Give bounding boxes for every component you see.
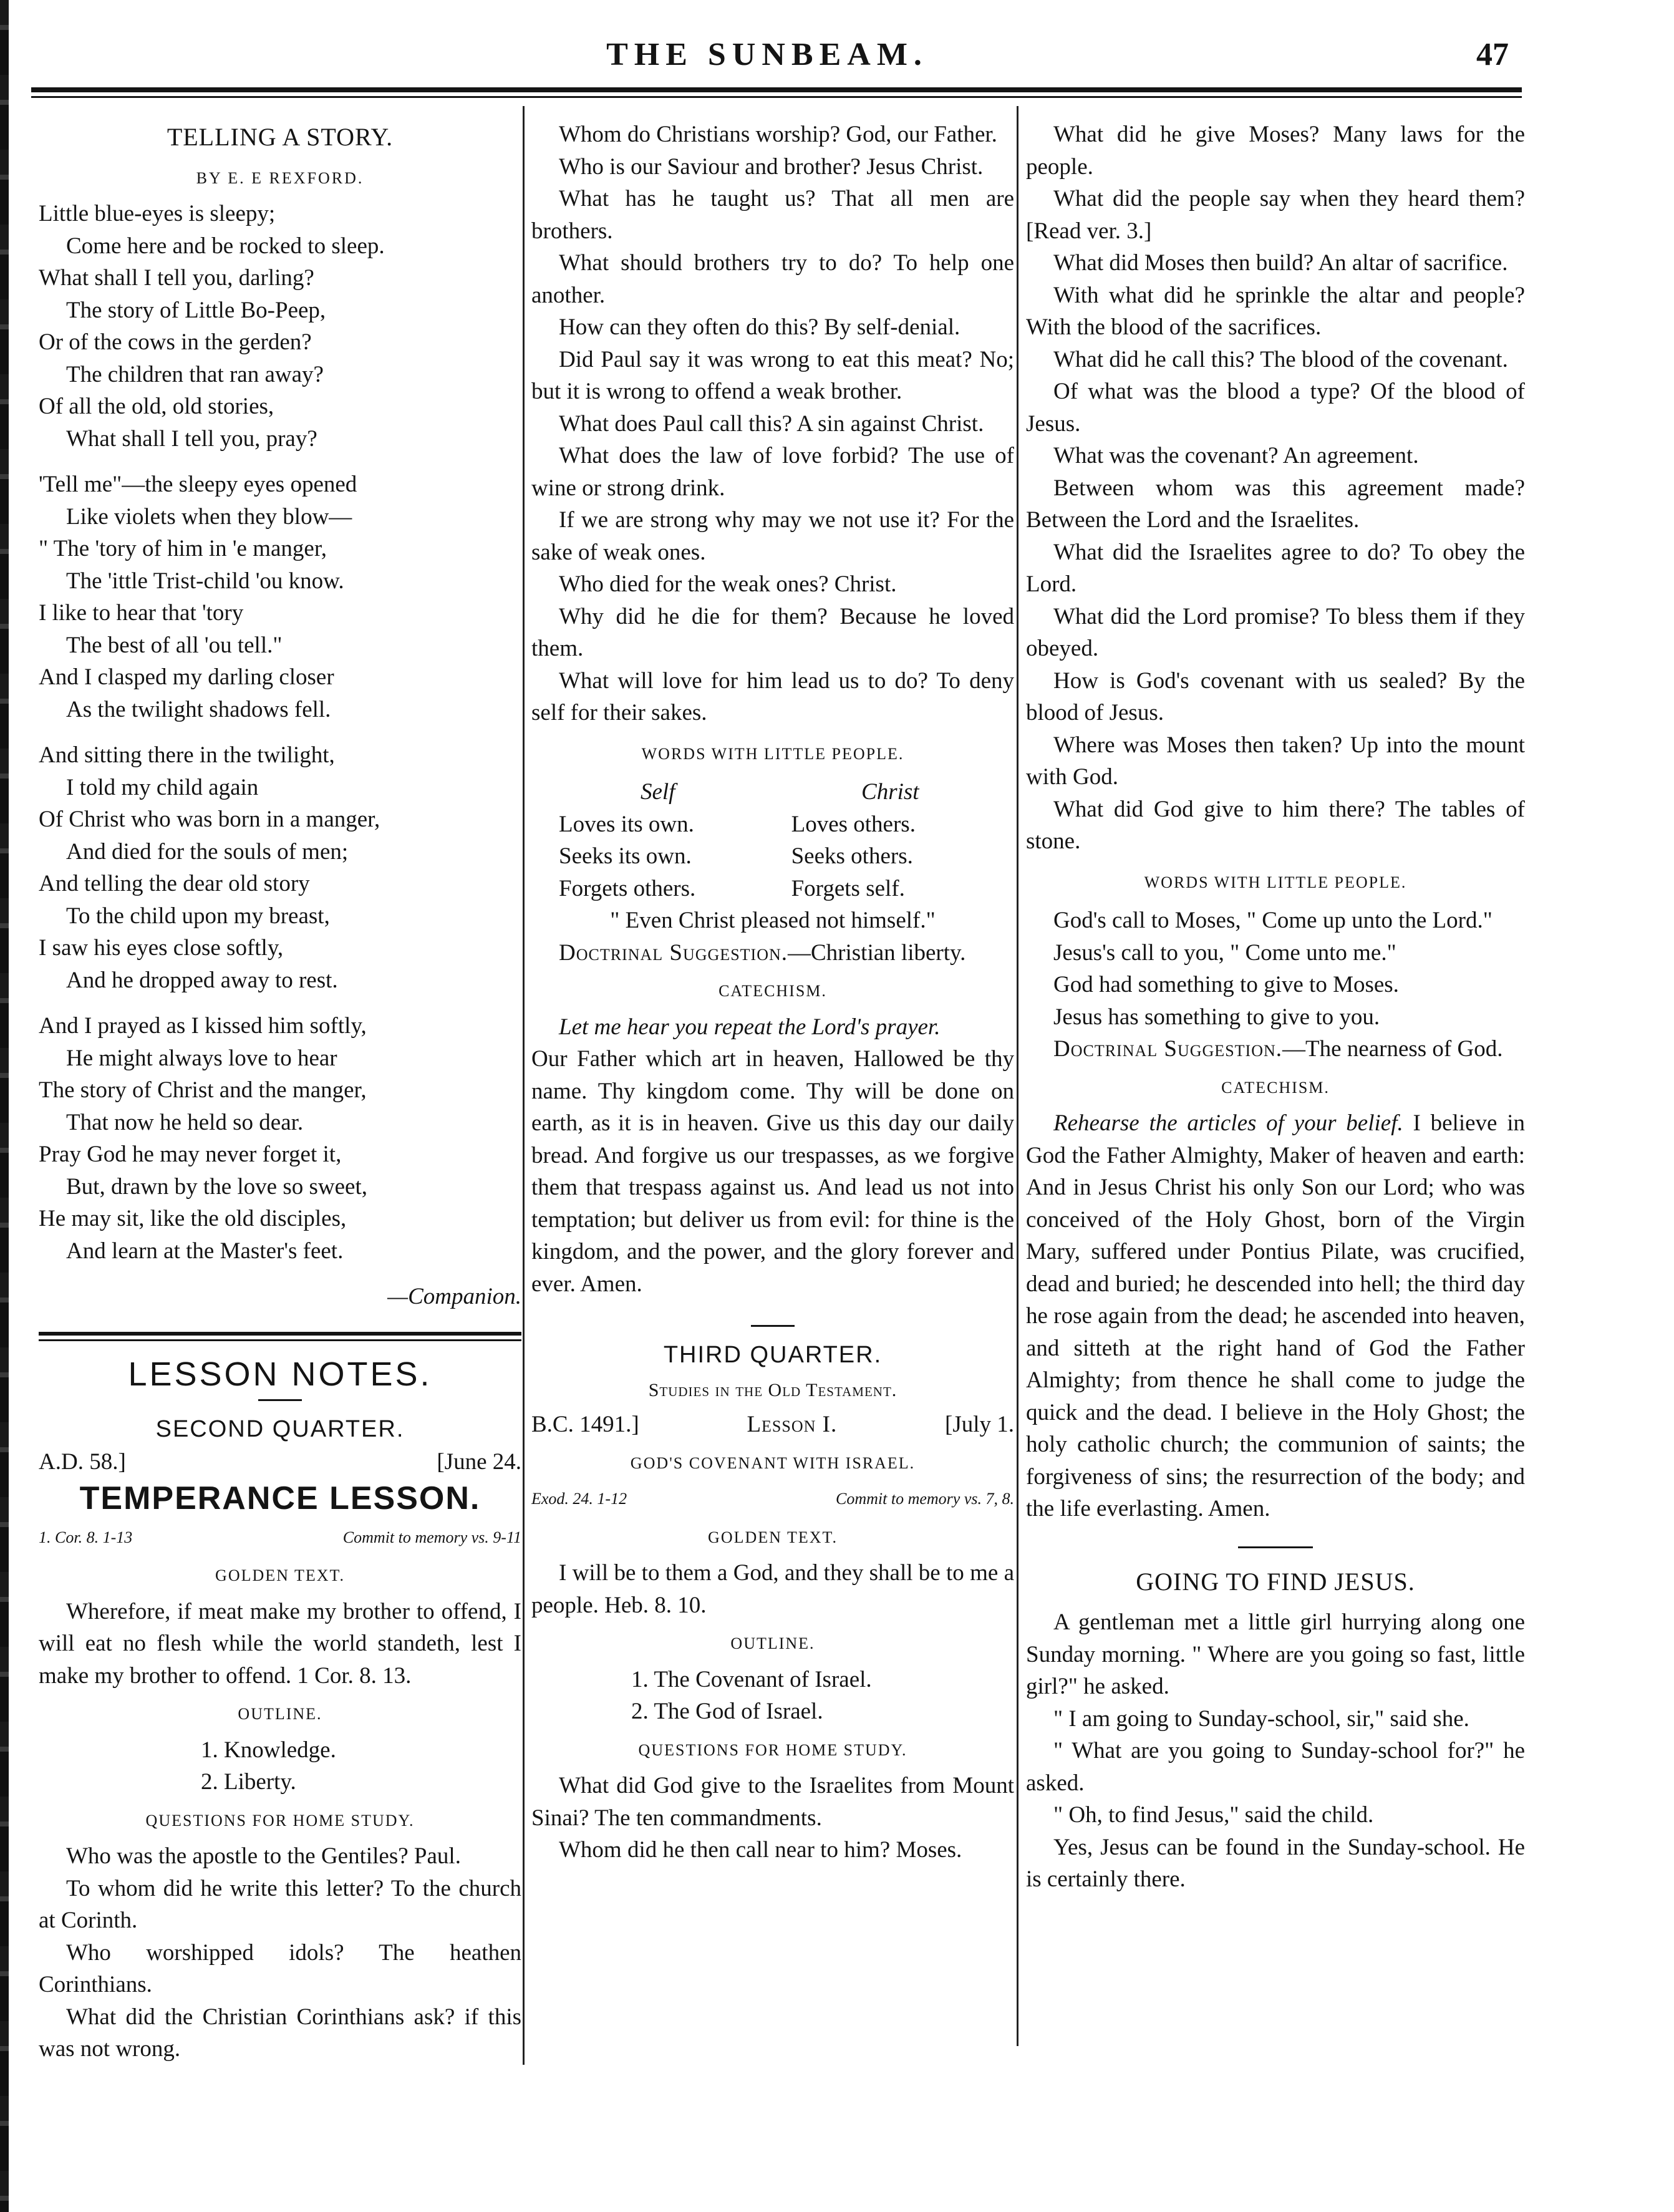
poem-line: I saw his eyes close softly, [39,935,284,961]
question-answer: Who was the apostle to the Gentiles? Paul. [66,1843,461,1869]
question-answer: Of what was the blood a type? Of the blood of Jesus. [1026,379,1525,437]
words-label: WORDS WITH LITTLE PEOPLE. [641,744,904,763]
poem-line: What shall I tell you, darling? [39,265,314,291]
poem-line: 'Tell me"—the sleepy eyes opened [39,472,357,497]
third-quarter-heading: THIRD QUARTER. [663,1342,883,1368]
self-christ-table [531,776,1014,905]
column-divider-1 [523,106,525,2065]
poem-line: He may sit, like the old disciples, [39,1206,347,1231]
catechism-label: CATECHISM. [718,982,827,1000]
poem-line: Like violets when they blow— [66,503,352,530]
doctrinal-label: Doctrinal Suggestion. [1053,1036,1282,1062]
christ-item: Forgets self. [791,875,905,901]
catechism-answer: I believe in God the Father Almighty, Maker of heaven and earth: And in Jesus Christ his only Son our Lord; who was conceived of the Holy Ghost, born of the Virgin Mary, suffered under Pontius Pilate, was crucified, dead and buried; he descended into hell; the third day he rose again from the dead; he ascended into heaven, and sitteth at the right hand of God the Father Almighty; from thence he shall come to judge the quick and the dead. I believe in the Holy Ghost; the holy catholic church; the communion of saints; the forgiveness of sins; the resurrection of the body; and the life everlasting. Amen. [1026,1110,1526,1521]
lesson-reference-row [531,1483,1014,1515]
christ-item: Seeks others. [791,843,913,869]
lesson-date-right: [July 1. [945,1412,1014,1437]
outline-item: 2. Liberty. [201,1769,296,1795]
question-answer: Did Paul say it was wrong to eat this meat? No; but it is wrong to offend a weak brother. [531,346,1014,404]
golden-text-label: GOLDEN TEXT. [215,1566,345,1584]
story-paragraph: Yes, Jesus can be found in the Sunday-school. He is certainly there. [1026,1834,1525,1892]
question-answer: What does the law of love forbid? The use of wine or strong drink. [531,443,1014,501]
question-answer: What did the Israelites agree to do? To obey the Lord. [1026,539,1525,597]
words-item: Jesus's call to you, " Come unto me." [1053,939,1396,966]
question-answer: Who is our Saviour and brother? Jesus Christ. [559,153,984,180]
question-answer: What will love for him lead us to do? To deny self for their sakes. [531,667,1014,725]
column-1 [39,119,521,2065]
poem-line: The children that ran away? [66,361,324,387]
poem-credit: —Companion. [387,1284,521,1309]
section-separator [39,1332,521,1336]
words-item: Jesus has something to give to you. [1053,1004,1380,1030]
lesson-reference-row [39,1521,521,1554]
poem-line: And learn at the Master's feet. [66,1238,344,1264]
scripture-reference: Exod. 24. 1-12 [531,1490,627,1508]
outline-label: OUTLINE. [238,1705,322,1723]
quarter-heading: SECOND QUARTER. [155,1416,405,1442]
story-title: GOING TO FIND JESUS. [1136,1567,1415,1596]
running-header [0,36,1674,80]
question-answer: Who died for the weak ones? Christ. [559,571,897,597]
question-answer: To whom did he write this letter? To the church at Corinth. [39,1875,521,1933]
question-answer: Who worshipped idols? The heathen Corinthians. [39,1939,521,1997]
poem-line: The best of all 'ou tell." [66,632,283,658]
lesson-date-left: B.C. 1491.] [531,1412,639,1437]
question-answer: What did Moses then build? An altar of sacrifice. [1053,250,1508,276]
question-answer: Where was Moses then taken? Up into the mount with God. [1026,732,1525,790]
poem-line: And telling the dear old story [39,871,310,896]
poem-line: Little blue-eyes is sleepy; [39,201,276,226]
question-answer: What was the covenant? An agreement. [1053,443,1419,468]
poem-line: Or of the cows in the gerden? [39,329,312,355]
short-rule [1238,1546,1313,1548]
lesson-date-right: [June 24. [437,1448,521,1475]
poem-line: He might always love to hear [66,1045,337,1071]
catechism-question: Rehearse the articles of your belief. [1053,1110,1403,1136]
doctrinal-suggestion [1026,1033,1525,1065]
golden-text: Wherefore, if meat make my brother to offend, I will eat no flesh while the world standeth, lest I make my brother to offend. 1 Cor. 8. 13. [39,1598,521,1689]
story-paragraph: A gentleman met a little girl hurrying along one Sunday morning. " Where are you going so fast, little girl?" he asked. [1026,1609,1525,1699]
question-answer: What did God give to the Israelites from Mount Sinai? The ten commandments. [531,1773,1014,1831]
poem-stanza [39,468,521,725]
question-answer: What did God give to him there? The tables of stone. [1026,796,1525,854]
self-column [559,776,757,905]
poem-line: I told my child again [66,774,259,800]
poem-line: That now he held so dear. [66,1109,304,1135]
poem-line: The story of Little Bo-Peep, [66,297,326,323]
self-heading: Self [640,779,675,805]
lesson-notes-title: LESSON NOTES. [128,1355,432,1393]
christ-item: Loves others. [791,811,916,837]
question-answer: If we are strong why may we not use it? For the sake of weak ones. [531,507,1014,565]
question-answer: How can they often do this? By self-denial. [559,314,960,340]
poem-line: The story of Christ and the manger, [39,1077,367,1103]
poem-stanza [39,198,521,455]
question-answer: Between whom was this agreement made? Between the Lord and the Israelites. [1026,475,1525,533]
self-item: Loves its own. [559,811,694,837]
doctrinal-label: Doctrinal Suggestion. [559,939,788,966]
page-number: 47 [1476,37,1509,72]
poem-line: And he dropped away to rest. [66,967,338,993]
short-rule [751,1325,795,1327]
story-paragraph: " Oh, to find Jesus," said the child. [1053,1802,1374,1828]
question-answer: What did the people say when they heard them? [Read ver. 3.] [1026,186,1525,244]
question-answer: What did the Christian Corinthians ask? if this was not wrong. [39,2004,521,2062]
question-answer: Why did he die for them? Because he loved them. [531,603,1014,661]
short-rule [258,1399,302,1401]
poem-line: Of all the old, old stories, [39,394,274,419]
section-separator-thin [39,1339,521,1341]
catechism-answer: Our Father which art in heaven, Hallowed be thy name. Thy kingdom come. Thy will be done on earth, as it is in heaven. Give us this day our daily bread. And forgive us our trespasses, as we forgive them that trespass against us. And lead us not into temptation; but deliver us from evil: for thine is the kingdom, and the power, and the glory forever and ever. Amen. [531,1046,1014,1297]
poem-line: I like to hear that 'tory [39,600,244,626]
lesson-date-row [39,1446,521,1478]
lesson-date-row [531,1409,1014,1441]
question-answer: Whom do Christians worship? God, our Father. [559,122,997,147]
poem-byline: BY E. E REXFORD. [196,168,364,187]
poem-line: The 'ittle Trist-child 'ou know. [66,568,344,594]
header-rule [31,87,1522,92]
poem-line: And I clasped my darling closer [39,664,334,690]
lesson-title: TEMPERANCE LESSON. [79,1480,481,1516]
question-answer: With what did he sprinkle the altar and people? With the blood of the sacrifices. [1026,282,1525,340]
column-2 [531,119,1014,1866]
outline-item: 2. The God of Israel. [631,1699,823,1724]
quote: " Even Christ pleased not himself." [610,908,936,933]
outline-item: 1. Knowledge. [201,1737,336,1763]
poem-title: TELLING A STORY. [167,123,394,151]
poem-line: And sitting there in the twilight, [39,742,335,768]
questions-label: QUESTIONS FOR HOME STUDY. [638,1740,907,1759]
question-answer: What should brothers try to do? To help one another. [531,250,1014,308]
lesson-number: Lesson I. [747,1412,838,1437]
golden-text-label: GOLDEN TEXT. [708,1528,838,1546]
outline-label: OUTLINE. [730,1634,815,1652]
question-answer: What does Paul call this? A sin against Christ. [559,410,984,437]
poem-line: Pray God he may never forget it, [39,1142,342,1167]
story-paragraph: " I am going to Sunday-school, sir," said she. [1053,1705,1469,1732]
header-rule-thin [31,96,1522,98]
lesson-date-left: A.D. 58.] [39,1448,126,1475]
story-paragraph: " What are you going to Sunday-school for?" he asked. [1026,1738,1525,1796]
lesson-title: GOD'S COVENANT WITH ISRAEL. [630,1453,916,1472]
question-answer: What did he give Moses? Many laws for the people. [1026,122,1525,180]
outline-item: 1. The Covenant of Israel. [631,1666,872,1692]
poem-line: And I prayed as I kissed him softly, [39,1013,367,1039]
poem-line: " The 'tory of him in 'e manger, [39,536,327,561]
memory-verses: Commit to memory vs. 9-11 [342,1528,521,1546]
poem-stanza [39,1010,521,1267]
scripture-reference: 1. Cor. 8. 1-13 [39,1528,133,1546]
words-label: WORDS WITH LITTLE PEOPLE. [1144,873,1407,891]
catechism-text [1026,1107,1525,1525]
christ-column [791,776,989,905]
studies-heading: Studies in the Old Testament. [648,1379,897,1400]
poem-line: Of Christ who was born in a manger, [39,807,380,832]
binding-edge [0,0,9,2212]
memory-verses: Commit to memory vs. 7, 8. [836,1490,1014,1508]
poem-line: To the child upon my breast, [66,903,330,929]
poem-line: As the twilight shadows fell. [66,696,331,722]
christ-heading: Christ [861,779,919,805]
poem-line: Come here and be rocked to sleep. [66,233,385,259]
column-divider-2 [1017,106,1018,2046]
self-item: Forgets others. [559,875,696,901]
doctrinal-suggestion [531,937,1014,969]
poem-line: But, drawn by the love so sweet, [66,1173,367,1200]
doctrinal-text: —Christian liberty. [788,939,966,966]
words-item: God's call to Moses, " Come up unto the Lord." [1053,908,1493,933]
doctrinal-text: —The nearness of God. [1282,1036,1503,1062]
catechism-question: Let me hear you repeat the Lord's prayer. [559,1014,941,1040]
self-item: Seeks its own. [559,843,692,869]
question-answer: How is God's covenant with us sealed? By the blood of Jesus. [1026,667,1525,725]
poem-line: What shall I tell you, pray? [66,425,317,452]
question-answer: Whom did he then call near to him? Moses. [559,1837,962,1863]
question-answer: What did he call this? The blood of the covenant. [1053,346,1508,372]
publication-title: THE SUNBEAM. [606,37,928,72]
question-answer: What has he taught us? That all men are brothers. [531,186,1014,244]
catechism-label: CATECHISM. [1221,1078,1330,1097]
poem-line: And died for the souls of men; [66,838,349,865]
questions-label: QUESTIONS FOR HOME STUDY. [145,1811,415,1830]
poem-stanza [39,739,521,996]
question-answer: What did the Lord promise? To bless them if they obeyed. [1026,603,1525,661]
words-item: God had something to give to Moses. [1053,972,1399,997]
column-3 [1026,119,1525,1896]
golden-text: I will be to them a God, and they shall be to me a people. Heb. 8. 10. [531,1560,1014,1618]
poem [39,198,521,1267]
